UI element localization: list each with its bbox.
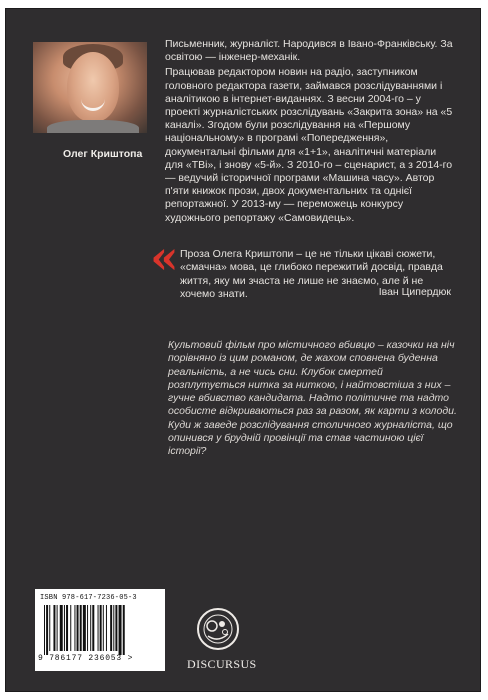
bio-paragraph: Письменник, журналіст. Народився в Івано-Франківську. За освітою — інженер-механік. (165, 38, 453, 64)
barcode-number: 9 786177 236053 > (38, 654, 134, 663)
book-blurb: Культовий фільм про містичного вбивцю – казочки на ніч порівняно із цим романом, де жахом сповнена буденна реальність, а не чись сни. Клубок смертей розплутується нитка за ниткою, і найтовстіша з них – гучне вбивство кандидата. Надто політичне та надто особисте відкриваються раз за разом, як карти з колоди. Куди ж заведе розслідування столичного журналіста, що опинився у брудній провінції та став частиною цієї історії? (168, 339, 457, 458)
discursus-logo-icon (196, 607, 240, 651)
publisher-name: DISCURSUS (187, 657, 257, 671)
quote-mark-icon: « (150, 230, 179, 284)
barcode-block (35, 589, 165, 671)
author-name: Олег Криштопа (63, 148, 143, 160)
isbn-label: ISBN 978-617-7236-05-3 (40, 594, 137, 602)
barcode-icon (44, 605, 156, 655)
bio-paragraph: Працював редактором новин на радіо, заступником головного редактора газети, займався розслідуваннями і аналітикою в інтернет-виданнях. З весни 2004-го – у проекті журналістських розслідувань «Закрита зона» на «5 каналі». Згодом були розслідування на «Першому національному» в програмі «Попередження», документальні фільми для «1+1», аналітичні матеріали для «ТВі», і знову «5-й». З 2010-го – сценарист, а з 2014-го — ведучий історичної програми «Машина часу». Автор п'яти книжок прози, двох документальних та однієї репортажної. У 2013-му — переможець конкурсу художнього репортажу «Самовидець». (165, 66, 453, 224)
book-back-cover (5, 8, 481, 692)
quote-attribution: Іван Ципердюк (378, 286, 451, 298)
author-bio (165, 38, 455, 227)
quote-text: Проза Олега Криштопи – це не тільки цікаві сюжети, «смачна» мова, це глибоко пережитий досвід, правда життя, яку ми зчаста не лише не знаємо, але й не хочемо знати. (180, 248, 443, 301)
author-photo (33, 42, 147, 133)
